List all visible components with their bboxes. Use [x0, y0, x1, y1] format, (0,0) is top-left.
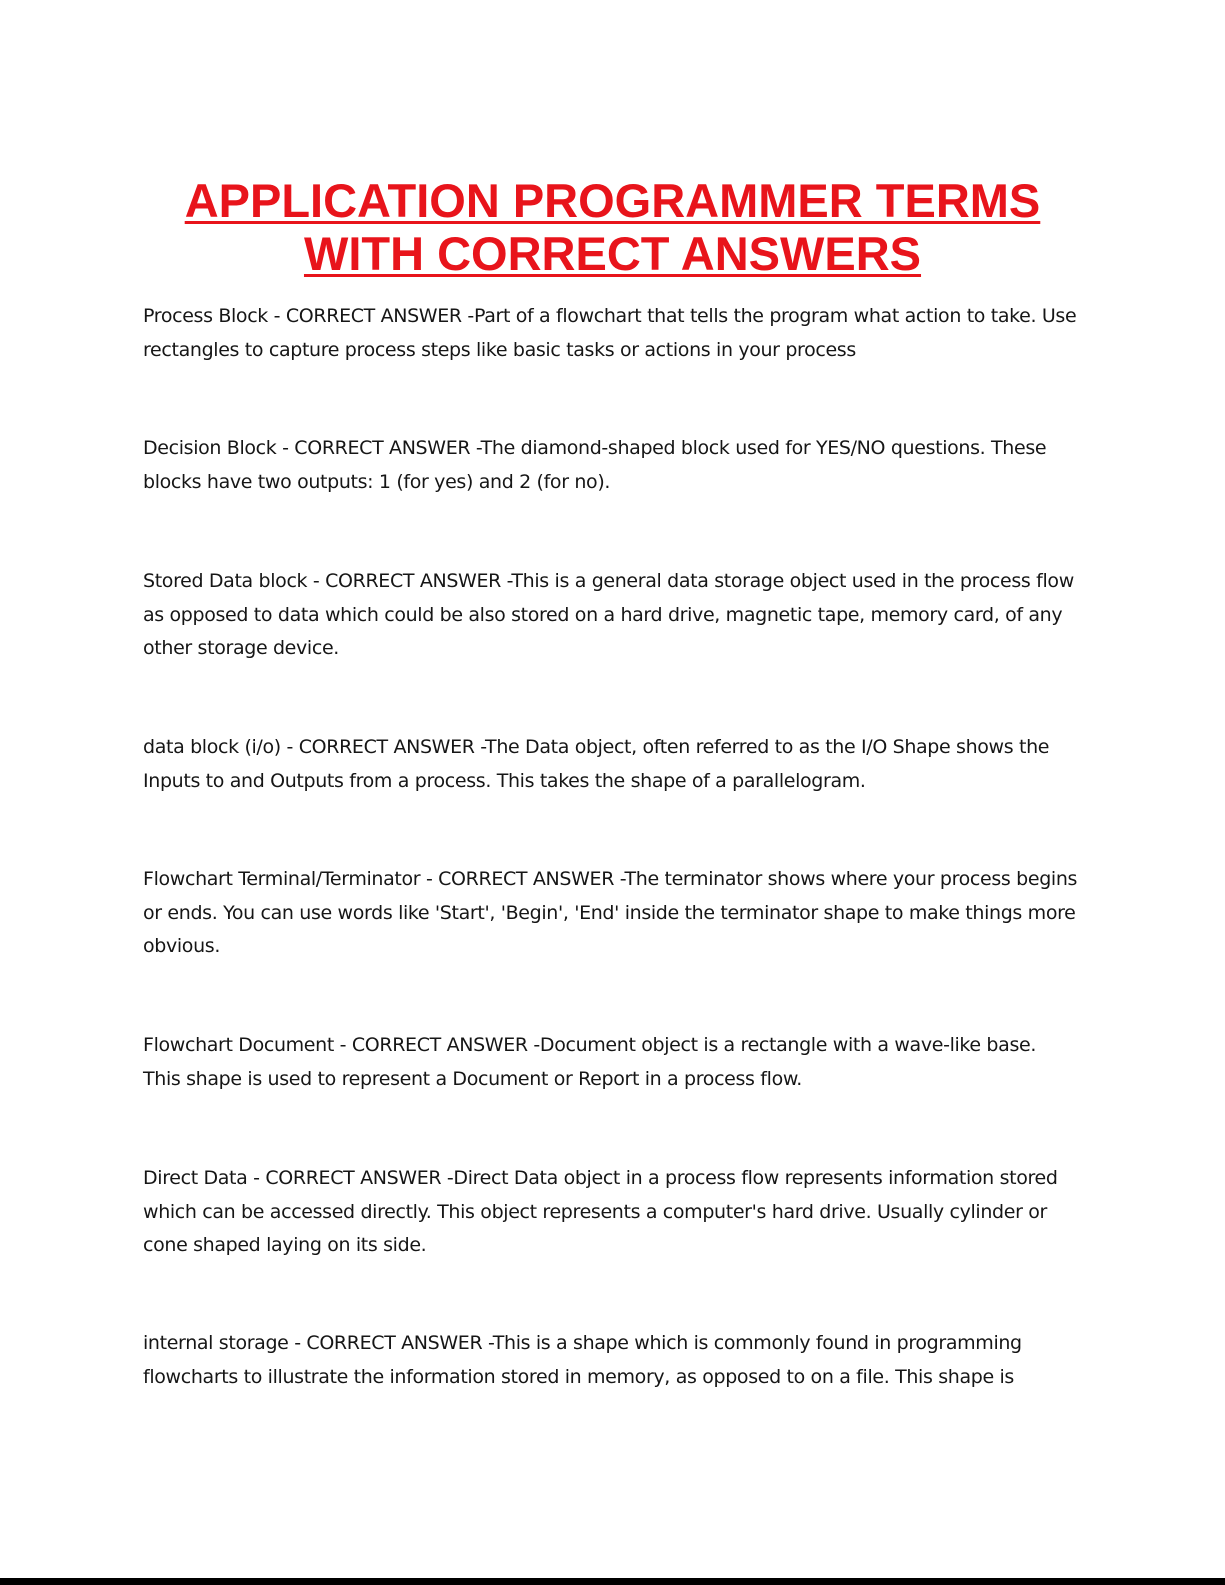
title-line-1: APPLICATION PROGRAMMER TERMS — [184, 174, 1041, 228]
term-entry-process-block: Process Block - CORRECT ANSWER -Part of a flowchart that tells the program what action to take. Use rectangles to capture process steps like basic tasks or actions in your process — [143, 305, 1077, 361]
page-bottom-border — [0, 1578, 1225, 1585]
title-line-2: WITH CORRECT ANSWERS — [303, 227, 922, 281]
term-entry-direct-data: Direct Data - CORRECT ANSWER -Direct Data object in a process flow represents information stored which can be accessed directly. This object represents a computer's hard drive. Usually cylinder or cone shaped laying on its side. — [143, 1167, 1058, 1256]
term-entry-stored-data-block: Stored Data block - CORRECT ANSWER -This is a general data storage object used in the process flow as opposed to data which could be also stored on a hard drive, magnetic tape, memory card, of any other storage device. — [143, 570, 1074, 659]
term-entry-data-block-io: data block (i/o) - CORRECT ANSWER -The Data object, often referred to as the I/O Shape shows the Inputs to and Outputs from a process. This takes the shape of a parallelogram. — [143, 736, 1050, 792]
term-entry-flowchart-document: Flowchart Document - CORRECT ANSWER -Document object is a rectangle with a wave-like base. This shape is used to represent a Document or Report in a process flow. — [143, 1034, 1037, 1090]
document-title — [100, 174, 1125, 280]
term-entry-flowchart-terminal: Flowchart Terminal/Terminator - CORRECT ANSWER -The terminator shows where your process begins or ends. You can use words like 'Start', 'Begin', 'End' inside the terminator shape to make things more obvious. — [143, 868, 1078, 957]
term-entry-internal-storage: internal storage - CORRECT ANSWER -This is a shape which is commonly found in programming flowcharts to illustrate the information stored in memory, as opposed to on a file. This shape is — [143, 1332, 1022, 1388]
term-entry-decision-block: Decision Block - CORRECT ANSWER -The diamond-shaped block used for YES/NO questions. These blocks have two outputs: 1 (for yes) and 2 (for no). — [143, 437, 1047, 493]
